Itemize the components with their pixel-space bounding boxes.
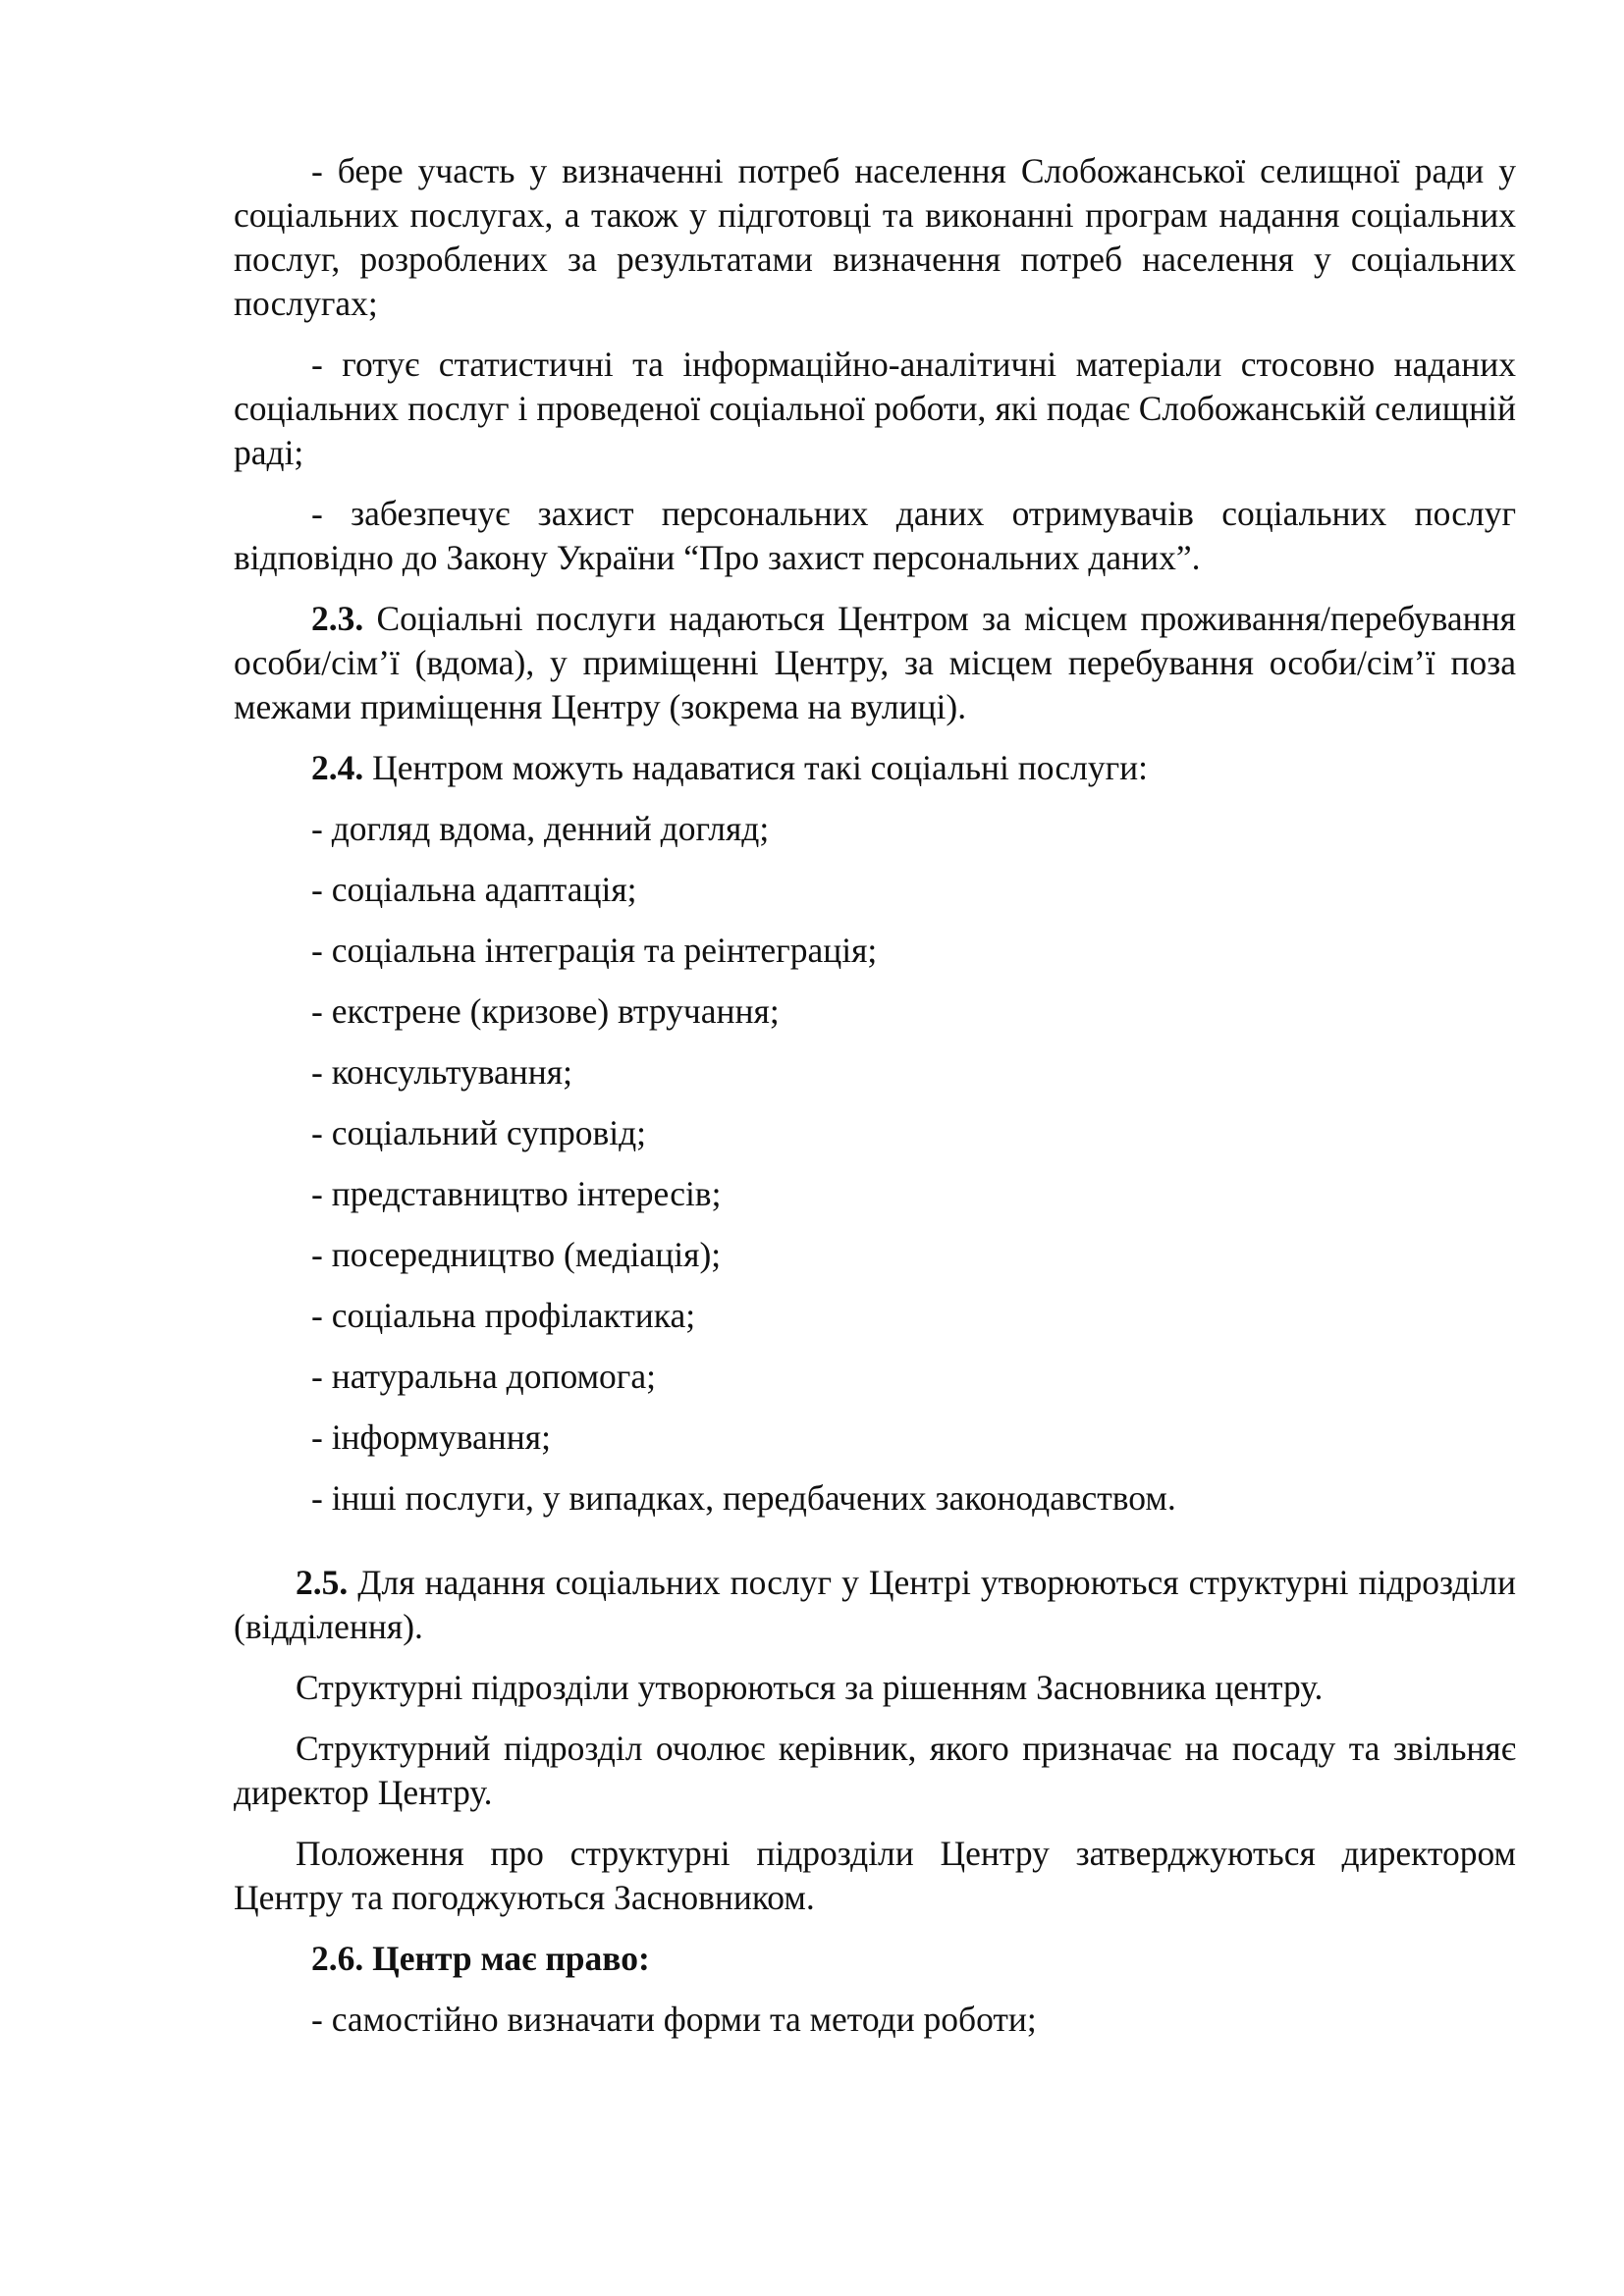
service-list-item: - інші послуги, у випадках, передбачених законодавством. (311, 1478, 1176, 1518)
section-number: 2.5. (296, 1563, 349, 1602)
service-list-item: - посередництво (медіація); (311, 1235, 722, 1274)
section-text: Центром можуть надаватися такі соціальні послуги: (363, 748, 1149, 787)
section-number: 2.4. (311, 748, 364, 787)
duty-paragraph: - готує статистичні та інформаційно-аналітичні матеріали стосовно наданих соціальних послуг і проведеної соціальної роботи, які подає Слобожанській селищній раді; (234, 345, 1516, 472)
service-list-item: - консультування; (311, 1052, 572, 1092)
duty-paragraph: - забезпечує захист персональних даних отримувачів соціальних послуг відповідно до Закону України “Про захист персональних даних”. (234, 494, 1516, 577)
service-list-item: - соціальний супровід; (311, 1113, 646, 1152)
service-list-item: - догляд вдома, денний догляд; (311, 809, 770, 848)
section-number: 2.3. (311, 599, 364, 638)
section-text: Соціальні послуги надаються Центром за місцем проживання/перебування особи/сім’ї (вдома), у приміщенні Центру, за місцем перебування особи/сім’ї поза межами приміщення Центру (зокрема на вулиці). (234, 599, 1516, 726)
service-list-item: - екстрене (кризове) втручання; (311, 991, 780, 1031)
section-2-6-heading: 2.6. Центр має право: (311, 1939, 650, 1978)
section-2-3 (234, 597, 1516, 729)
service-list-item: - інформування; (311, 1417, 551, 1457)
section-paragraph: Структурні підрозділи утворюються за рішенням Засновника центру. (296, 1668, 1324, 1707)
duty-paragraph: - бере участь у визначенні потреб населення Слобожанської селищної ради у соціальних послугах, а також у підготовці та виконанні програм надання соціальних послуг, розроблених за результатами визначення потреб населення у соціальних послугах; (234, 151, 1516, 323)
right-list-item: - самостійно визначати форми та методи роботи; (311, 2000, 1037, 2039)
section-text: Для надання соціальних послуг у Центрі утворюються структурні підрозділи (відділення). (234, 1563, 1516, 1646)
document-page (234, 149, 1516, 2058)
service-list-item: - соціальна адаптація; (311, 870, 637, 909)
service-list-item: - представництво інтересів; (311, 1174, 722, 1213)
section-2-5 (234, 1561, 1516, 1649)
service-list-item: - соціальна інтеграція та реінтеграція; (311, 931, 878, 970)
section-paragraph: Структурний підрозділ очолює керівник, якого призначає на посаду та звільняє директор Центру. (234, 1729, 1516, 1812)
service-list-item: - натуральна допомога; (311, 1357, 656, 1396)
service-list-item: - соціальна профілактика; (311, 1296, 696, 1335)
section-2-4 (234, 746, 1516, 790)
section-paragraph: Положення про структурні підрозділи Центру затверджуються директором Центру та погоджуються Засновником. (234, 1834, 1516, 1917)
